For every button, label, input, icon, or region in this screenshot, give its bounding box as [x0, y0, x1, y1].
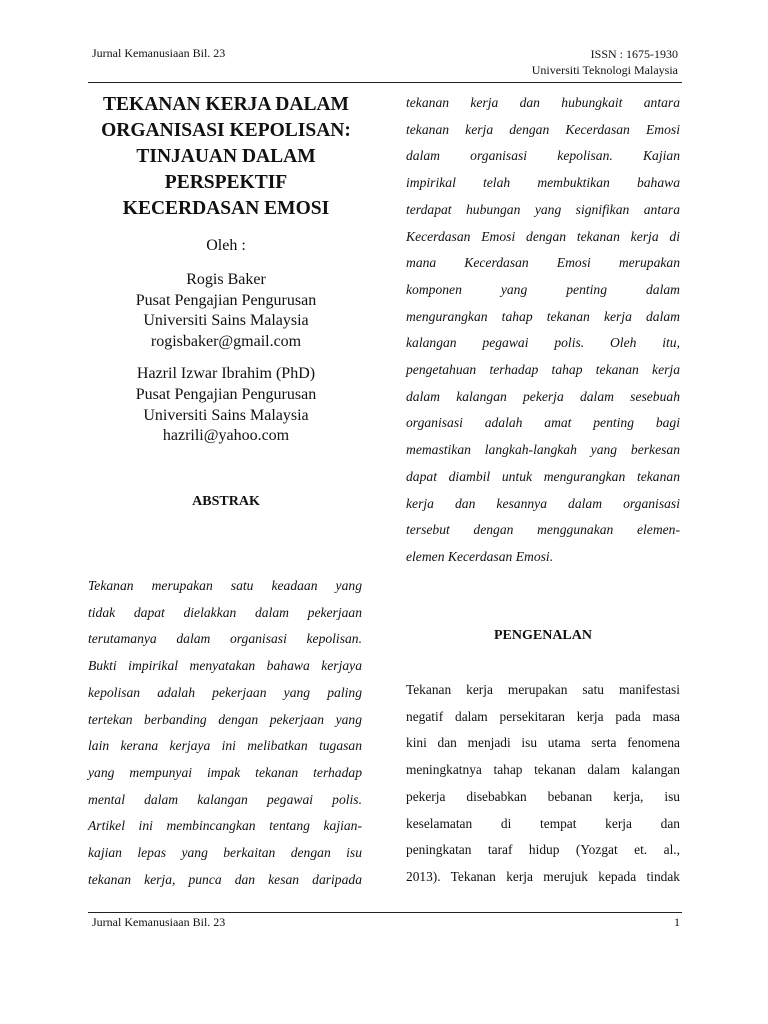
- author-name: Hazril Izwar Ibrahim (PhD): [136, 365, 316, 383]
- abstract-line: tersebut dengan menggunakan elemen-: [406, 522, 680, 538]
- abstract-line: dalam kalangan pekerja dalam sesebuah: [406, 388, 680, 404]
- intro-line: 2013). Tekanan kerja merujuk kepada tindak: [406, 868, 680, 884]
- intro-heading: PENGENALAN: [493, 628, 592, 643]
- author-list: [88, 270, 364, 447]
- running-header-right: [532, 46, 678, 78]
- footer-rule: [88, 912, 682, 913]
- abstract-line: Artikel ini membincangkan tentang kajian-: [88, 818, 362, 834]
- title-line: KECERDASAN EMOSI: [122, 198, 330, 219]
- abstract-line: terdapat hubungan yang signifikan antara: [406, 201, 680, 217]
- intro-body: [406, 677, 680, 891]
- abstract-body-right: [406, 90, 680, 571]
- author-block: [88, 364, 364, 446]
- author-email[interactable]: rogisbaker@gmail.com: [150, 332, 302, 350]
- abstract-line: tekanan kerja, punca dan kesan daripada: [88, 871, 362, 887]
- intro-line: Tekanan kerja merupakan satu manifestasi: [406, 682, 680, 697]
- running-header-journal: Jurnal Kemanusiaan Bil. 23: [92, 46, 226, 60]
- author-dept: Pusat Pengajian Pengurusan: [135, 385, 317, 403]
- abstract-body-left: [88, 573, 362, 893]
- issn: ISSN : 1675-1930: [590, 47, 678, 61]
- author-block: [88, 270, 364, 352]
- page-number: 1: [674, 915, 680, 929]
- abstract-line: elemen Kecerdasan Emosi.: [406, 548, 554, 564]
- author-institution: Universiti Sains Malaysia: [143, 312, 309, 330]
- abstract-line: pengetahuan terhadap tahap tekanan kerja: [406, 362, 680, 378]
- intro-line: kini dan menjadi isu utama serta fenomena: [406, 735, 680, 751]
- abstract-line: mana Kecerdasan Emosi merupakan: [406, 255, 680, 271]
- title-line: TINJAUAN DALAM: [136, 146, 316, 167]
- title-line: PERSPEKTIF: [164, 172, 288, 193]
- abstract-line: lain kerana kerjaya ini melibatkan tugasan: [88, 738, 362, 754]
- intro-line: pekerja disebabkan bebanan kerja, isu: [406, 788, 680, 804]
- author-dept: Pusat Pengajian Pengurusan: [135, 291, 317, 309]
- abstract-line: Kecerdasan Emosi dengan tekanan kerja di: [406, 228, 680, 244]
- intro-line: negatif dalam persekitaran kerja pada masa: [406, 708, 680, 724]
- abstract-line: tekanan kerja dan hubungkait antara: [406, 95, 680, 110]
- running-footer-journal: Jurnal Kemanusiaan Bil. 23: [92, 915, 226, 929]
- abstract-line: tertekan berbanding dengan pekerjaan yang: [88, 711, 362, 727]
- abstract-line: dalam organisasi kepolisan. Kajian: [406, 148, 680, 164]
- title-line: ORGANISASI KEPOLISAN:: [101, 120, 351, 141]
- left-column: [88, 92, 364, 511]
- abstract-line: organisasi adalah amat penting bagi: [406, 415, 680, 431]
- abstract-line: memastikan langkah-langkah yang berkesan: [406, 442, 680, 458]
- abstract-line: terutamanya dalam organisasi kepolisan.: [88, 631, 362, 647]
- abstract-line: yang mempunyai impak tekanan terhadap: [88, 764, 362, 780]
- intro-line: keselamatan di tempat kerja dan: [406, 815, 680, 831]
- intro-line: peningkatan taraf hidup (Yozgat et. al.,: [406, 842, 680, 858]
- abstract-line: tekanan kerja dengan Kecerdasan Emosi: [406, 121, 680, 137]
- author-name: Rogis Baker: [186, 271, 266, 288]
- abstract-line: mental dalam kalangan pegawai polis.: [88, 791, 362, 807]
- title-line: TEKANAN KERJA DALAM: [103, 94, 349, 115]
- abstract-line: impirikal telah membuktikan bahawa: [406, 175, 680, 191]
- abstract-line: kepolisan adalah pekerjaan yang paling: [88, 684, 362, 700]
- university: Universiti Teknologi Malaysia: [531, 63, 678, 77]
- abstract-line: tidak dapat dielakkan dalam pekerjaan: [88, 604, 362, 620]
- abstract-line: komponen yang penting dalam: [406, 281, 680, 297]
- header-rule: [88, 82, 682, 83]
- abstract-line: Bukti impirikal menyatakan bahawa kerjaya: [88, 658, 362, 674]
- by-label: Oleh :: [206, 237, 246, 254]
- abstract-line: kerja dan kesannya dalam organisasi: [406, 495, 680, 511]
- abstract-heading: ABSTRAK: [192, 493, 260, 509]
- abstract-line: kajian lepas yang berkaitan dengan isu: [88, 845, 362, 861]
- abstract-line: Tekanan merupakan satu keadaan yang: [88, 578, 362, 593]
- abstract-line: kalangan pegawai polis. Oleh itu,: [406, 335, 680, 351]
- intro-line: meningkatnya tahap tekanan dalam kalangan: [406, 762, 680, 778]
- abstract-line: mengurangkan tahap tekanan kerja dalam: [406, 308, 680, 324]
- author-email[interactable]: hazrili@yahoo.com: [162, 427, 290, 445]
- article-title: [88, 92, 364, 222]
- abstract-line: dapat diambil untuk mengurangkan tekanan: [406, 468, 680, 484]
- author-institution: Universiti Sains Malaysia: [143, 406, 309, 424]
